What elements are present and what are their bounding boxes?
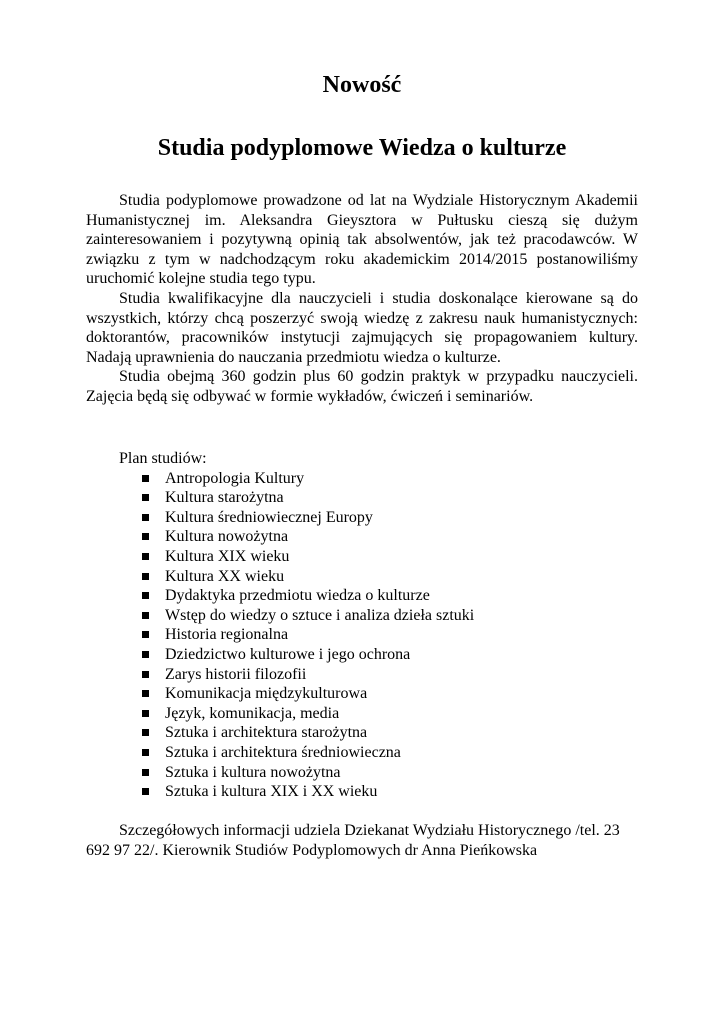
paragraph: Studia podyplomowe prowadzone od lat na Wydziale Historycznym Akademii Humanistycznej im. Aleksandra Gieysztora w Pułtusku cieszą się dużym zainteresowaniem i pozytywną opinią tak absolwentów, jak też pracodawców. W związku z tym w nadchodzącym roku akademickim 2014/2015 postanowiliśmy uruchomić kolejne studia tego typu.	[86, 192, 638, 288]
list-item-label: Sztuka i kultura XIX i XX wieku	[165, 783, 378, 801]
list-item	[141, 625, 638, 645]
intro-section	[86, 191, 638, 407]
square-bullet-icon	[142, 533, 149, 540]
list-item-label: Sztuka i architektura średniowieczna	[165, 743, 401, 761]
square-bullet-icon	[142, 788, 149, 795]
list-item	[141, 684, 638, 704]
list-item	[141, 704, 638, 724]
study-plan	[119, 449, 638, 802]
square-bullet-icon	[142, 690, 149, 697]
square-bullet-icon	[142, 671, 149, 678]
list-item-label: Kultura nowożytna	[165, 528, 289, 546]
square-bullet-icon	[142, 592, 149, 599]
list-item	[141, 567, 638, 587]
list-item	[141, 547, 638, 567]
list-item-label: Zarys historii filozofii	[165, 665, 307, 683]
list-item-label: Kultura XIX wieku	[165, 547, 290, 565]
list-item	[141, 469, 638, 489]
list-item-label: Kultura XX wieku	[165, 567, 285, 585]
square-bullet-icon	[142, 749, 149, 756]
list-item-label: Komunikacja międzykulturowa	[165, 685, 368, 703]
square-bullet-icon	[142, 553, 149, 560]
list-item	[141, 606, 638, 626]
list-item	[141, 763, 638, 783]
list-item	[141, 723, 638, 743]
list-item-label: Sztuka i architektura starożytna	[165, 724, 368, 742]
paragraph: Studia obejmą 360 godzin plus 60 godzin praktyk w przypadku nauczycieli. Zajęcia będą się odbywać w formie wykładów, ćwiczeń i seminariów.	[86, 368, 638, 405]
list-item-label: Kultura starożytna	[165, 489, 284, 507]
list-item	[141, 743, 638, 763]
list-item-label: Antropologia Kultury	[165, 469, 305, 487]
list-item	[141, 782, 638, 802]
list-item-label: Kultura średniowiecznej Europy	[165, 508, 373, 526]
plan-list	[119, 469, 638, 802]
square-bullet-icon	[142, 514, 149, 521]
square-bullet-icon	[142, 612, 149, 619]
square-bullet-icon	[142, 494, 149, 501]
list-item-label: Historia regionalna	[165, 626, 289, 644]
list-item	[141, 488, 638, 508]
square-bullet-icon	[142, 651, 149, 658]
contact-info: Szczegółowych informacji udziela Dziekanat Wydziału Historycznego /tel. 23 692 97 22/. Kierownik Studiów Podyplomowych dr Anna Pieńkowska	[86, 822, 620, 859]
square-bullet-icon	[142, 475, 149, 482]
list-item	[141, 508, 638, 528]
square-bullet-icon	[142, 631, 149, 638]
list-item-label: Dydaktyka przedmiotu wiedza o kulturze	[165, 587, 430, 605]
square-bullet-icon	[142, 769, 149, 776]
list-item-label: Wstęp do wiedzy o sztuce i analiza dzieła sztuki	[165, 606, 475, 624]
list-item-label: Dziedzictwo kulturowe i jego ochrona	[165, 645, 411, 663]
document-title: Nowość	[322, 72, 402, 98]
square-bullet-icon	[142, 573, 149, 580]
plan-heading: Plan studiów:	[119, 450, 207, 467]
list-item	[141, 586, 638, 606]
list-item	[141, 527, 638, 547]
contact-section	[86, 821, 638, 860]
list-item	[141, 645, 638, 665]
paragraph: Studia kwalifikacyjne dla nauczycieli i studia doskonalące kierowane są do wszystkich, którzy chcą poszerzyć swoją wiedzę z zakresu nauk humanistycznych: doktorantów, pracowników instytucji zajmujących się propagowaniem kultury. Nadają uprawnienia do nauczania przedmiotu wiedza o kulturze.	[86, 289, 638, 366]
square-bullet-icon	[142, 729, 149, 736]
document-subtitle: Studia podyplomowe Wiedza o kulturze	[157, 135, 567, 161]
list-item-label: Język, komunikacja, media	[165, 704, 340, 722]
list-item-label: Sztuka i kultura nowożytna	[165, 763, 341, 781]
list-item	[141, 665, 638, 685]
square-bullet-icon	[142, 710, 149, 717]
